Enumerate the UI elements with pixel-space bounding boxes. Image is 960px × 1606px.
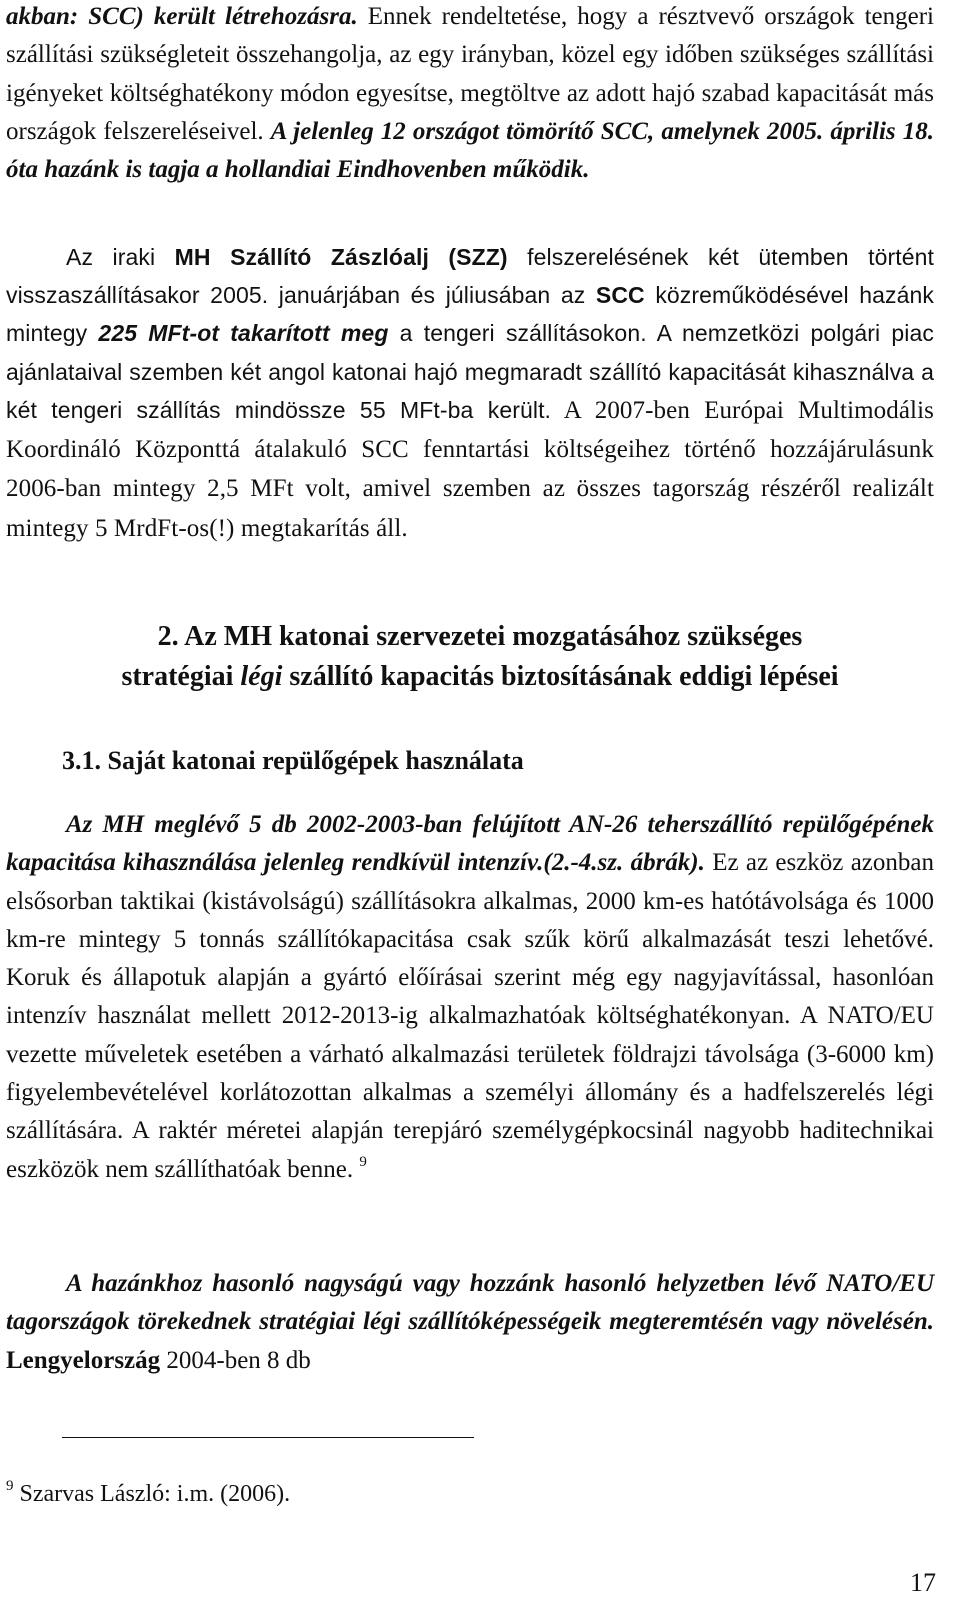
- heading-line: 2. Az MH katonai szervezetei mozgatásához szükséges: [157, 621, 803, 652]
- paragraph-text: Az iraki: [66, 244, 175, 270]
- paragraph-text: Ez az eszköz azonban elsősorban taktikai (kistávolságú) szállításokra alkalmas, 2000 km-es hatótávolsága és 1000 km-re mintegy 5 tonnás szállítókapacitása csak szűk körű alkalmazását teszi lehetővé. Koruk és állapotuk alapján a gyártó előírásai szerint még egy nagyjavítással, hasonlóan intenzív használat mellett 2012-2013-ig alkalmazhatóak költséghatékonyan. A NATO/EU vezette műveletek esetében a várható alkalmazási területek földrajzi távolsága (3-6000 km) figyelembevételével korlátozottan alkalmas a személyi állomány és a hadfelszerelés légi szállítására. A raktér méretei alapján terepjáró személygépkocsinál nagyobb haditechnikai eszközök nem szállíthatóak benne.: [6, 849, 934, 1183]
- footnote-reference: 9: [359, 1153, 367, 1170]
- paragraph-bold: Lengyelország: [6, 1346, 161, 1374]
- page-number: 17: [910, 1568, 936, 1597]
- heading-italic: légi: [240, 661, 283, 692]
- heading-text: szállító kapacitás biztosításának eddigi lépései: [282, 661, 839, 692]
- paragraph-bold: SCC: [595, 282, 645, 309]
- section-heading-2: [0, 617, 960, 697]
- paragraph-emphasis: 225 MFt-ot takarított meg: [98, 320, 389, 347]
- footnote-text: Szarvas László: i.m. (2006).: [13, 1481, 291, 1507]
- paragraph-nato-members: [6, 1265, 934, 1380]
- section-heading-3-1: 3.1. Saját katonai repülőgépek használata: [62, 746, 524, 775]
- paragraph-text: felszerelésének két ütemben történt visszaszállításakor 2005. januárjában és júliusában az: [6, 244, 934, 309]
- footnote: [6, 1476, 290, 1512]
- heading-text: stratégiai: [121, 661, 241, 692]
- paragraph-bold: MH Szállító Zászlóalj (SZZ): [174, 244, 508, 270]
- paragraph-text: 2004-ben 8 db: [160, 1346, 311, 1374]
- footnote-number: 9: [6, 1478, 14, 1494]
- paragraph-emphasis: A hazánkhoz hasonló nagyságú vagy hozzánk hasonló helyzetben lévő NATO/EU tagországok törekednek stratégiai légi szállítóképességeik megteremtésén vagy növelésén.: [6, 1270, 934, 1336]
- paragraph-an26: [6, 806, 934, 1189]
- paragraph-text: a tengeri szállításokon. A nemzetközi polgári piac ajánlataival szemben két angol katonai hajó megmaradt szállító kapacitását kihasználva a két tengeri szállítás mindössze 55 MFt-ba került.: [6, 320, 934, 423]
- heading-line: [0, 657, 960, 697]
- paragraph-lead-italic: akban: SCC) került létrehozásra.: [6, 3, 358, 30]
- paragraph-text: közreműködésével hazánk mintegy: [6, 282, 935, 347]
- paragraph-emphasis: A jelenleg 12 országot tömörítő SCC, amelynek 2005. április 18. óta hazánk is tagja a hollandiai Eindhovenben működik.: [6, 117, 935, 184]
- paragraph-text: Ennek rendeltetése, hogy a résztvevő országok tengeri szállítási szükségleteit összehangolja, az egy irányban, közel egy időben szükséges szállítási igényeket költséghatékony módon egyesítse, megtöltve az adott hajó szabad kapacitását más országok felszereléseivel.: [6, 3, 934, 145]
- paragraph-text: A 2007-ben Európai Multimodális Koordináló Központtá átalakuló SCC fenntartási költségeihez történő hozzájárulásunk 2006-ban mintegy 2,5 MFt volt, amivel szemben az összes tagország részéről realizált mintegy 5 MrdFt-os(!) megtakarítás áll.: [6, 396, 934, 542]
- paragraph-szz-transport: [6, 238, 934, 548]
- footnote-separator: [62, 1437, 474, 1438]
- paragraph-emphasis: Az MH meglévő 5 db 2002-2003-ban felújított AN-26 teherszállító repülőgépének kapacitása kihasználása jelenleg rendkívül intenzív.(2.-4.sz. ábrák).: [6, 811, 934, 877]
- paragraph-scc-intro: [6, 0, 934, 189]
